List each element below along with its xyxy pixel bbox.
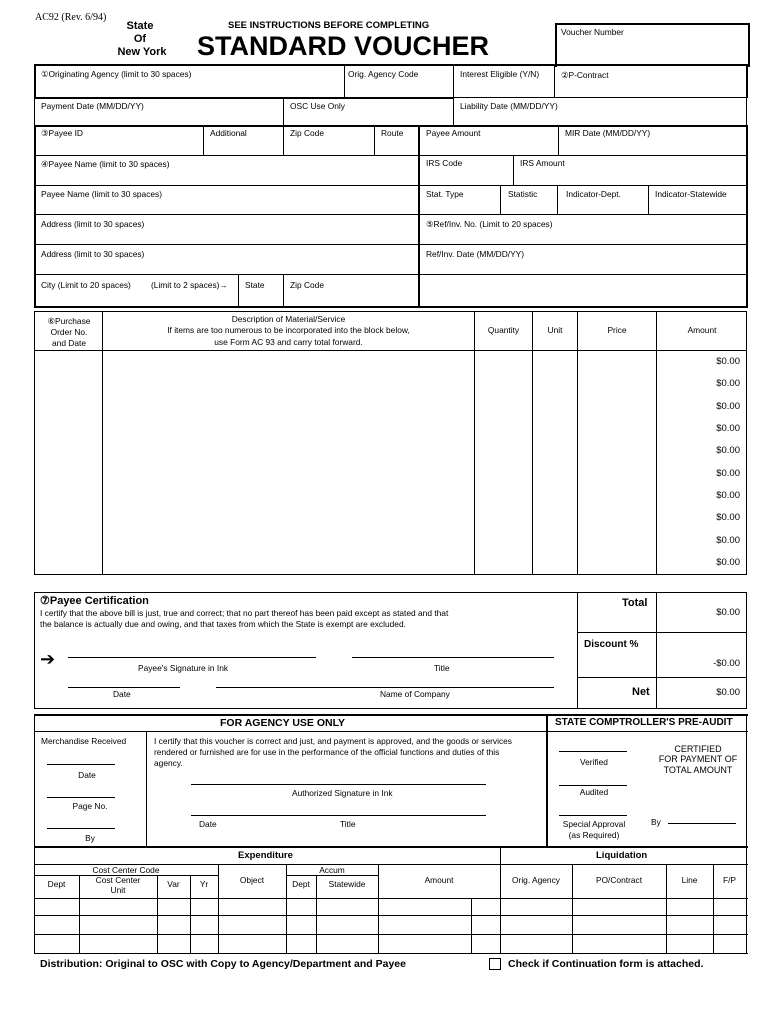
irs-code-field[interactable]: IRS Code <box>426 158 463 168</box>
statistic-field[interactable]: Statistic <box>508 189 538 199</box>
merch-by-label: By <box>85 833 95 843</box>
state-limit-note: (Limit to 2 spaces)→ <box>151 280 228 290</box>
item-amount-5: $0.00 <box>716 445 740 456</box>
agency-title-label: Title <box>340 819 356 829</box>
item-amount-9: $0.00 <box>716 535 740 546</box>
payee-name-2-field[interactable]: Payee Name (limit to 30 spaces) <box>41 189 163 199</box>
item-amount-7: $0.00 <box>716 490 740 501</box>
date-label: Date <box>113 689 131 699</box>
continuation-label: Check if Continuation form is attached. <box>508 958 704 970</box>
liability-date-field[interactable]: Liability Date (MM/DD/YY) <box>460 101 558 111</box>
instructions-note: SEE INSTRUCTIONS BEFORE COMPLETING <box>228 20 430 31</box>
interest-eligible-field[interactable]: Interest Eligible (Y/N) <box>460 69 540 79</box>
cost-center-code-header: Cost Center Code <box>92 865 160 875</box>
verified-label: Verified <box>580 757 608 767</box>
irs-amount-field[interactable]: IRS Amount <box>520 158 565 168</box>
fp-header: F/P <box>722 875 737 885</box>
po-contract-header: PO/Contract <box>595 875 643 885</box>
osc-use-only-field: OSC Use Only <box>290 101 345 111</box>
agency-date-label: Date <box>199 819 217 829</box>
payee-amount-field[interactable]: Payee Amount <box>426 128 481 138</box>
net-label: Net <box>632 686 650 698</box>
payee-certification-title: ⑦Payee Certification <box>40 595 149 607</box>
discount-label: Discount % <box>584 639 639 650</box>
agency-cert-text-2: rendered or furnished are for use in the performance of the official functions and duties of this <box>154 747 500 757</box>
certified-line-2: FOR PAYMENT OF <box>658 754 738 764</box>
payee-signature-label: Payee's Signature in Ink <box>138 663 229 673</box>
certified-line-1: CERTIFIED <box>674 744 722 754</box>
payment-date-field[interactable]: Payment Date (MM/DD/YY) <box>41 101 144 111</box>
payee-id-field[interactable]: ③Payee ID <box>41 128 83 138</box>
item-amount-4: $0.00 <box>716 423 740 434</box>
address-2-field[interactable]: Address (limit to 30 spaces) <box>41 249 145 259</box>
arrow-icon: ➔ <box>40 649 56 669</box>
dept-header: Dept <box>47 879 66 889</box>
of-label: Of <box>133 33 147 45</box>
title-label: Title <box>434 663 450 673</box>
certification-text-1: I certify that the above bill is just, true and correct; that no part thereof has been paid except as stated and that <box>40 608 449 618</box>
desc-header-line3: use Form AC 93 and carry total forward. <box>214 337 363 347</box>
orig-agency-code-field[interactable]: Orig. Agency Code <box>348 69 419 79</box>
var-header: Var <box>167 879 180 889</box>
authorized-signature-label: Authorized Signature in Ink <box>292 788 393 798</box>
zip-code-2-field[interactable]: Zip Code <box>290 280 324 290</box>
additional-field[interactable]: Additional <box>210 128 247 138</box>
cost-center-unit-header-2: Unit <box>110 885 126 895</box>
item-amount-3: $0.00 <box>716 401 740 412</box>
ref-inv-date-field[interactable]: Ref/Inv. Date (MM/DD/YY) <box>426 249 525 259</box>
po-header-line2: Order No. <box>50 327 88 337</box>
indicator-dept-field[interactable]: Indicator-Dept. <box>566 189 621 199</box>
statewide-header: Statewide <box>328 879 366 889</box>
form-id: AC92 (Rev. 6/94) <box>35 12 107 23</box>
net-value: $0.00 <box>716 687 740 698</box>
line-header: Line <box>681 875 698 885</box>
originating-agency-field[interactable]: ①Originating Agency (limit to 30 spaces) <box>41 69 192 79</box>
mir-date-field[interactable]: MIR Date (MM/DD/YY) <box>565 128 651 138</box>
special-approval-label: Special Approval <box>562 819 626 829</box>
item-amount-2: $0.00 <box>716 378 740 389</box>
ref-inv-no-field[interactable]: ⑤Ref/Inv. No. (Limit to 20 spaces) <box>426 219 553 229</box>
object-header: Object <box>239 875 265 885</box>
state-label: State <box>126 20 154 32</box>
item-amount-10: $0.00 <box>716 557 740 568</box>
as-required-label: (as Required) <box>568 830 620 840</box>
price-header: Price <box>607 325 627 335</box>
discount-value: -$0.00 <box>713 658 740 669</box>
desc-header-line2: If items are too numerous to be incorporated into the block below, <box>167 325 410 335</box>
expenditure-heading: Expenditure <box>238 850 293 861</box>
indicator-statewide-field[interactable]: Indicator-Statewide <box>655 189 727 199</box>
page-no-label: Page No. <box>72 801 108 811</box>
po-header-line3: and Date <box>52 338 86 348</box>
audited-label: Audited <box>579 787 609 797</box>
accum-dept-header: Dept <box>292 879 310 889</box>
desc-header-line1: Description of Material/Service <box>231 314 346 324</box>
item-amount-1: $0.00 <box>716 356 740 367</box>
distribution-note: Distribution: Original to OSC with Copy to Agency/Department and Payee <box>40 958 406 970</box>
certified-line-3: TOTAL AMOUNT <box>663 765 733 775</box>
amount-header: Amount <box>687 325 717 335</box>
address-1-field[interactable]: Address (limit to 30 spaces) <box>41 219 145 229</box>
total-label: Total <box>622 597 648 609</box>
yr-header: Yr <box>199 879 209 889</box>
comptroller-heading: STATE COMPTROLLER'S PRE-AUDIT <box>555 717 733 728</box>
city-field[interactable]: City (Limit to 20 spaces) <box>41 280 131 290</box>
company-name-label: Name of Company <box>380 689 450 699</box>
amount-exp-header: Amount <box>424 875 454 885</box>
stat-type-field[interactable]: Stat. Type <box>426 189 464 199</box>
agency-use-heading: FOR AGENCY USE ONLY <box>220 717 346 729</box>
total-value: $0.00 <box>716 607 740 618</box>
new-york-label: New York <box>117 46 167 58</box>
route-field[interactable]: Route <box>381 128 404 138</box>
item-amount-8: $0.00 <box>716 512 740 523</box>
state-field[interactable]: State <box>245 280 265 290</box>
liquidation-heading: Liquidation <box>596 850 648 861</box>
po-header-line1: ⑥Purchase <box>47 316 91 326</box>
merch-date-label: Date <box>78 770 96 780</box>
zip-code-field[interactable]: Zip Code <box>290 128 324 138</box>
continuation-checkbox[interactable] <box>489 958 501 970</box>
p-contract-field[interactable]: ②P-Contract <box>561 70 609 80</box>
form-title: STANDARD VOUCHER <box>197 31 490 61</box>
item-amount-6: $0.00 <box>716 468 740 479</box>
orig-agency-header: Orig. Agency <box>512 875 560 885</box>
agency-cert-text-3: agency. <box>154 758 183 768</box>
comptroller-by-label: By <box>651 817 661 827</box>
unit-header: Unit <box>547 325 563 335</box>
cost-center-unit-header-1: Cost Center <box>95 875 141 885</box>
accum-header: Accum <box>319 865 345 875</box>
payee-name-1-field[interactable]: ④Payee Name (limit to 30 spaces) <box>41 159 170 169</box>
merchandise-received-label: Merchandise Received <box>41 736 127 746</box>
quantity-header: Quantity <box>487 325 520 335</box>
certification-text-2: the balance is actually due and owing, and that taxes from which the State is exempt are excluded. <box>40 619 406 629</box>
voucher-number-label: Voucher Number <box>561 27 624 37</box>
agency-cert-text-1: I certify that this voucher is correct and just, and payment is approved, and the goods or services <box>154 736 512 746</box>
